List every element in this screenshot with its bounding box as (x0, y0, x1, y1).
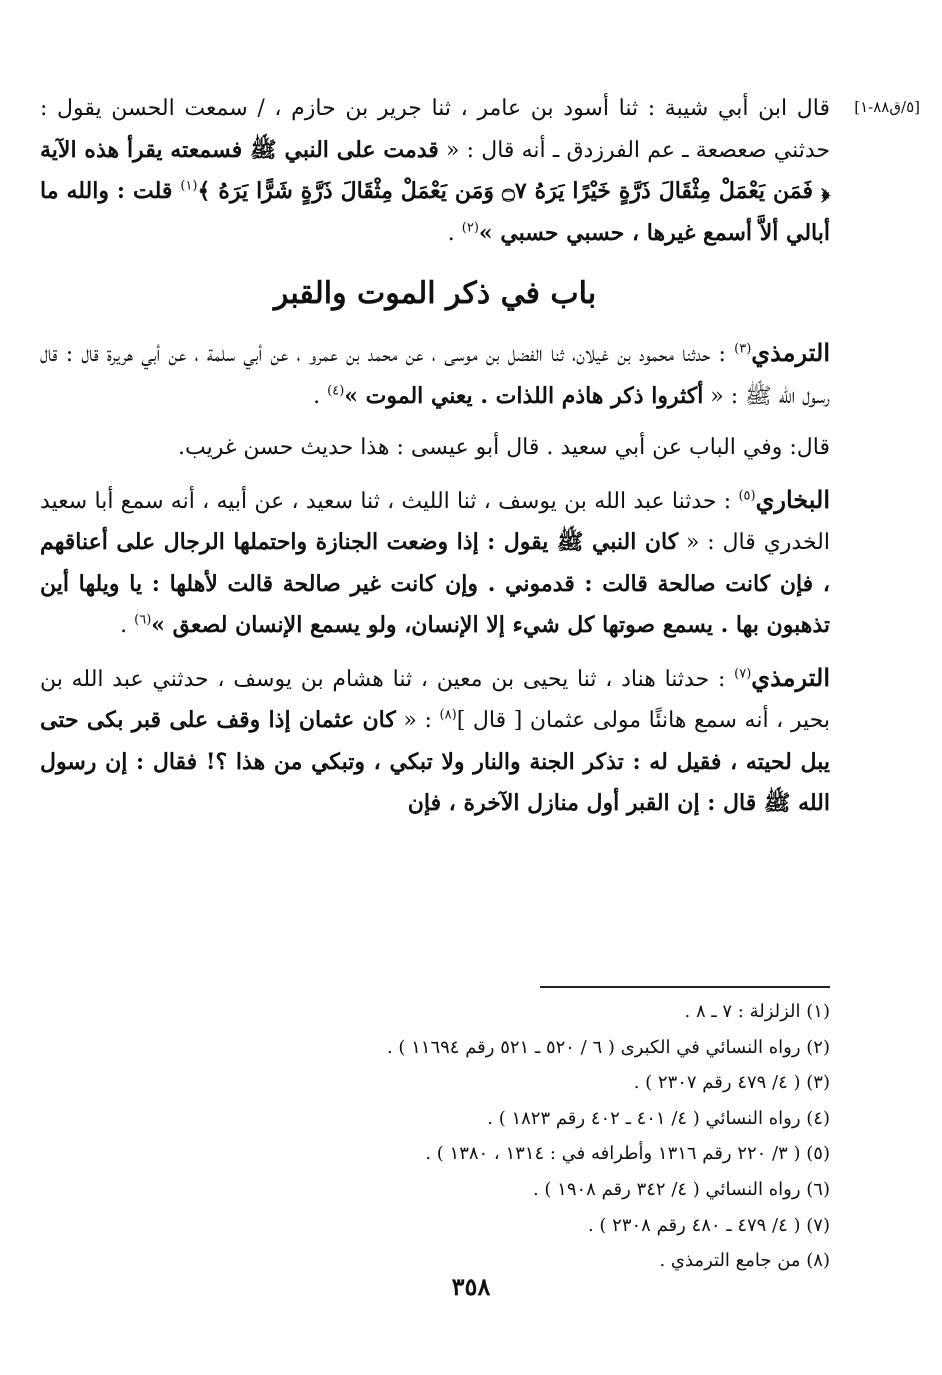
footnote-item: (٥) ( ٣/ ٢٢٠ رقم ١٣١٦ وأطرافه في : ١٣١٤ ، ١٣٨٠ ) . (425, 1143, 830, 1165)
footnote-ref: (٨) (439, 707, 457, 723)
hadith-quote: قدمت على النبي ﷺ فسمعته يقرأ هذه الآية ﴿ فَمَن يَعْمَلْ مِثْقَالَ ذَرَّةٍ خَيْرًا يَرَهُ ۝٧ وَمَن يَعْمَلْ مِثْقَالَ ذَرَّةٍ شَرًّا يَرَهُ ﴾ (40, 136, 830, 204)
chapter-heading: باب في ذكر الموت والقبر (273, 276, 597, 311)
paragraph-tirmidhi-comment: قال: وفي الباب عن أبي سعيد . قال أبو عيسى : هذا حديث حسن غريب. (178, 435, 830, 460)
page-number: ٣٥٨ (451, 1272, 491, 1301)
paragraph-ibn-abi-shaybah (40, 88, 830, 254)
source-name: الترمذي (751, 662, 830, 692)
source-name: البخاري (755, 484, 830, 514)
footnote-item: (١) الزلزلة : ٧ ـ ٨ . (684, 1001, 830, 1022)
footnotes (40, 994, 830, 1279)
footnote-item: (٦) رواه النسائي ( ٤/ ٣٤٢ رقم ١٩٠٨ ) . (532, 1178, 830, 1200)
footnote-ref: (٦) (134, 612, 152, 628)
main-text (40, 88, 830, 825)
footnote-ref: (٧) (734, 666, 752, 682)
hadith-quote-continued: قلت : والله ما أبالي ألاَّ أسمع غيرها ، حسبي حسبي » (40, 178, 830, 246)
manuscript-folio-note: [٥/ق٨٨-١] (854, 98, 920, 116)
footnote-divider (540, 986, 830, 988)
isnad-text-continued: : « (395, 708, 440, 733)
paragraph-tirmidhi-1 (40, 332, 830, 417)
footnote-ref: (١) (180, 178, 198, 194)
footnote-item: (٢) رواه النسائي في الكبرى ( ٦ / ٥٢٠ ـ ٥٢١ رقم ١١٦٩٤ ) . (386, 1036, 830, 1058)
hadith-quote: كان النبي ﷺ يقول : إذا وضعت الجنازة واحتملها الرجال على أعناقهم ، فإن كانت صالحة قالت : قدموني . وإن كانت غير صالحة قالت لأهلها : يا ويلها أين تذهبون بها . يسمع صوتها كل شيء إلا الإنسان، ولو يسمع الإنسان لصعق » (40, 529, 830, 638)
paragraph-end: . (120, 613, 135, 638)
isnad-text: : حدثنا هناد ، ثنا يحيى بن معين ، ثنا هشام بن يوسف ، حدثني عبد الله بن بحير ، أنه سمع هانئًا مولى عثمان [ قال ] (40, 666, 830, 733)
paragraph-tirmidhi-2 (40, 657, 830, 825)
isnad-text: : حدثنا عبد الله بن يوسف ، ثنا الليث ، ثنا سعيد ، عن أبيه ، أنه سمع أبا سعيد الخدري قال : « (40, 488, 830, 555)
paragraph-end: . (313, 383, 328, 409)
footnote-ref: (٥) (738, 488, 756, 504)
paragraph-bukhari (40, 479, 830, 647)
paragraph-intro: قال ابن أبي شيبة : ثنا أسود بن عامر ، ثنا جرير بن حازم ، / سمعت الحسن يقول : حدثني صعصعة ـ عم الفرزدق ـ أنه قال : « (40, 96, 831, 163)
footnote-item: (٣) ( ٤/ ٤٧٩ رقم ٢٣٠٧ ) . (633, 1072, 830, 1094)
hadith-quote: أكثروا ذكر هاذم اللذات . يعني الموت » (344, 382, 704, 409)
footnote-item: (٨) من جامع الترمذي . (659, 1250, 830, 1272)
paragraph-end: . (447, 220, 462, 246)
footnote-ref: (٣) (734, 341, 752, 357)
isnad-text: : حدثنا محمود بن غيلان، ثنا الفضل بن موسى ، عن محمد بن عمرو ، عن أبي سلمة ، عن أبي هريرة قال : قال رسول الله ﷺ : « (40, 342, 830, 409)
source-name: الترمذي (751, 338, 830, 367)
footnote-item: (٧) ( ٤/ ٤٧٩ ـ ٤٨٠ رقم ٢٣٠٨ ) . (587, 1214, 830, 1236)
hadith-quote: كان عثمان إذا وقف على قبر بكى حتى يبل لحيته ، فقيل له : تذكر الجنة والنار ولا تبكي ، وتبكي من هذا ؟! فقال : إن رسول الله ﷺ قال : إن القبر أول منازل الآخرة ، فإن (40, 707, 830, 816)
footnote-item: (٤) رواه النسائي ( ٤/ ٤٠١ ـ ٤٠٢ رقم ١٨٢٣ ) . (487, 1107, 830, 1129)
footnote-ref: (٤) (327, 383, 345, 399)
footnote-ref: (٢) (461, 220, 479, 236)
